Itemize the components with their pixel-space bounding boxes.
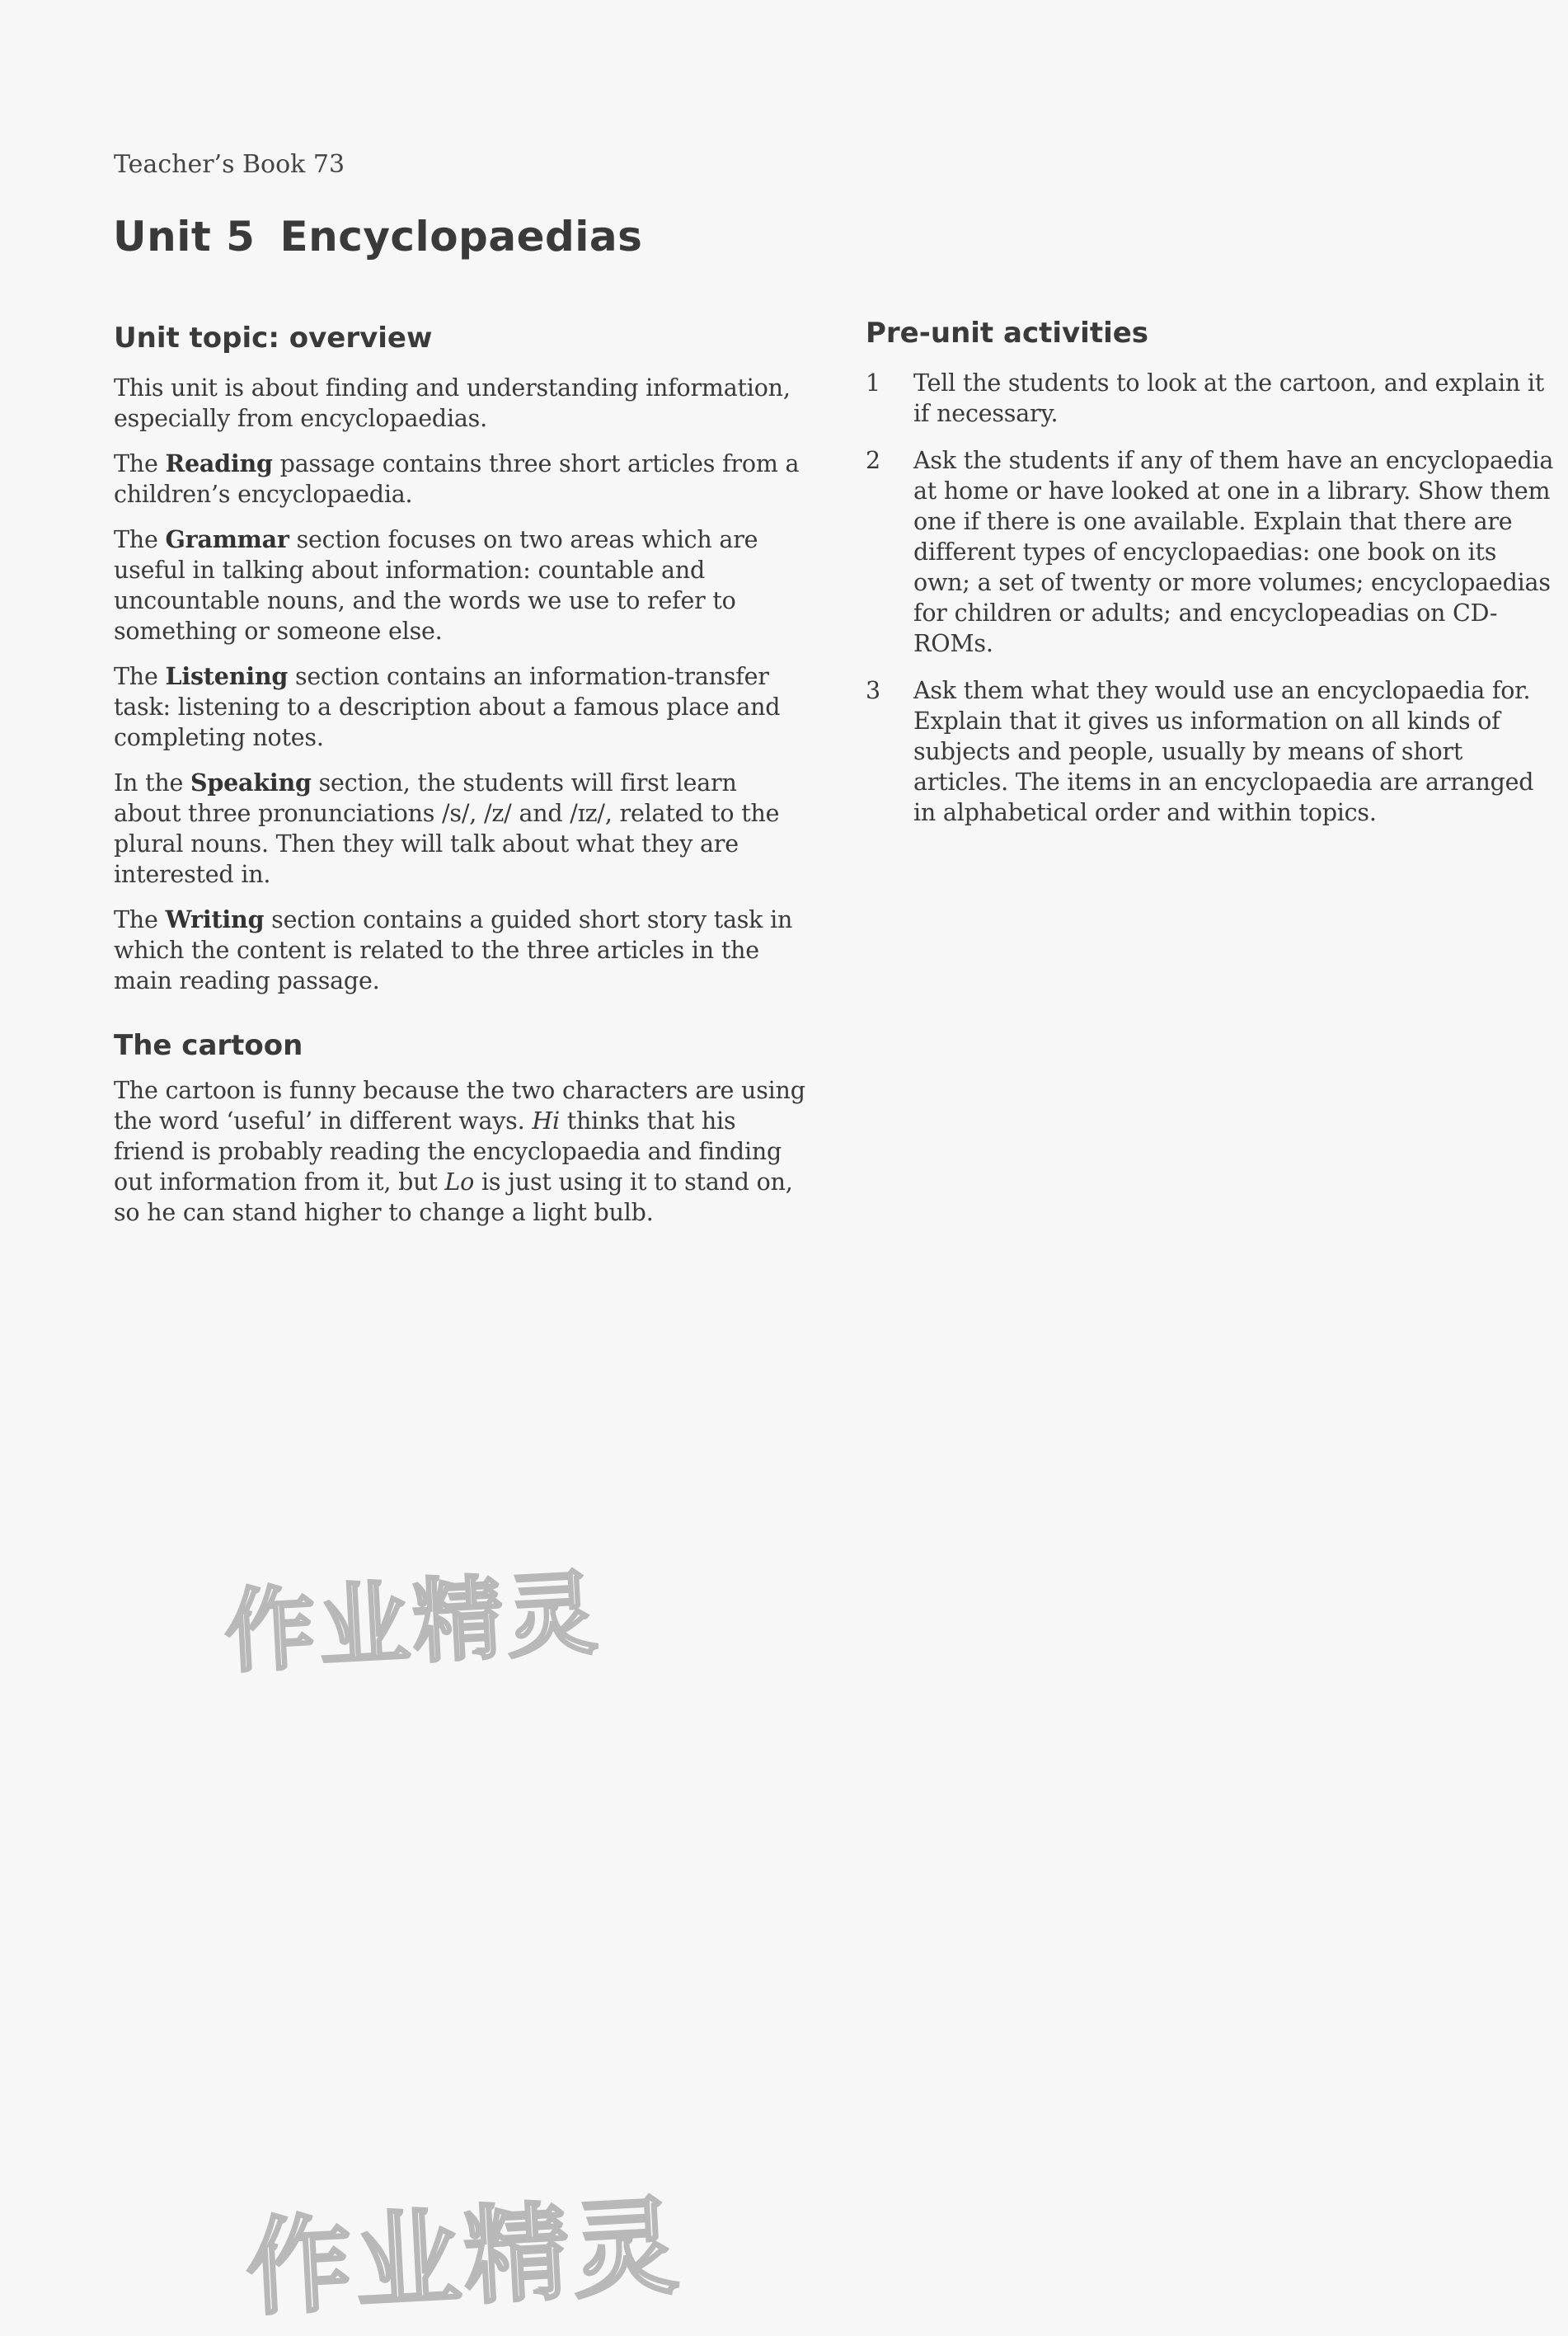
writing-keyword: Writing: [165, 905, 265, 933]
page-title: [113, 213, 642, 261]
unit-number: Unit 5: [113, 213, 256, 261]
overview-paragraph: This unit is about finding and understanding information, especially from encyclopaedias.: [114, 374, 791, 432]
unit-name: Encyclopaedias: [279, 213, 643, 261]
reading-keyword: Reading: [165, 449, 273, 477]
reading-paragraph: The Reading passage contains three short articles from a children’s encyclopaedia.: [114, 449, 800, 508]
overview-heading: Unit topic: overview: [114, 322, 433, 355]
character-lo: Lo: [444, 1168, 475, 1196]
item-number: 2: [866, 447, 880, 474]
right-column: [866, 317, 1558, 844]
grammar-keyword: Grammar: [165, 525, 289, 553]
listening-paragraph: The Listening section contains an information-transfer task: listening to a description about a famous place and completing notes.: [114, 662, 781, 751]
watermark: 作业精灵: [222, 1560, 603, 1685]
item-text: Ask the students if any of them have an encyclopaedia at home or have looked at one in a library. Show them one if there is one available. Explain that there are different types of encyclopaedias: one book on its own; a set of twenty or more volumes; encyclopaedias for children or adults; and encyclopeadias on CD-ROMs.: [913, 447, 1554, 657]
item-number: 3: [866, 677, 880, 704]
grammar-paragraph: The Grammar section focuses on two areas which are useful in talking about information: countable and uncountable nouns, and the words we use to refer to something or someone else.: [114, 525, 758, 645]
writing-paragraph: The Writing section contains a guided short story task in which the content is related to the three articles in the main reading passage.: [114, 905, 793, 994]
cartoon-paragraph: The cartoon is funny because the two characters are using the word ‘useful’ in different ways. Hi thinks that his friend is probably reading the encyclopaedia and finding out information from it, but Lo is just using it to stand on, so he can stand higher to change a light bulb.: [114, 1077, 805, 1226]
item-text: Tell the students to look at the cartoon, and explain it if necessary.: [913, 369, 1545, 427]
cartoon-heading: The cartoon: [114, 1029, 303, 1062]
speaking-paragraph: In the Speaking section, the students will first learn about three pronunciations /s/, /z/ and /ɪz/, related to the plural nouns. Then they will talk about what they are interested in.: [114, 768, 780, 888]
list-item: [866, 445, 1558, 659]
pre-unit-heading: Pre-unit activities: [866, 317, 1149, 350]
listening-keyword: Listening: [165, 662, 289, 690]
left-column: [114, 322, 806, 1243]
item-number: 1: [866, 369, 880, 397]
character-hi: Hi: [532, 1107, 560, 1135]
running-head: Teacher’s Book 73: [114, 150, 345, 179]
pre-unit-list: [866, 368, 1558, 828]
watermark: 作业精灵: [243, 2185, 685, 2331]
list-item: [866, 368, 1558, 429]
speaking-keyword: Speaking: [190, 768, 312, 797]
list-item: [866, 675, 1558, 828]
item-text: Ask them what they would use an encyclopaedia for. Explain that it gives us information on all kinds of subjects and people, usually by means of short articles. The items in an encyclopaedia are arranged in alphabetical order and within topics.: [913, 677, 1534, 826]
